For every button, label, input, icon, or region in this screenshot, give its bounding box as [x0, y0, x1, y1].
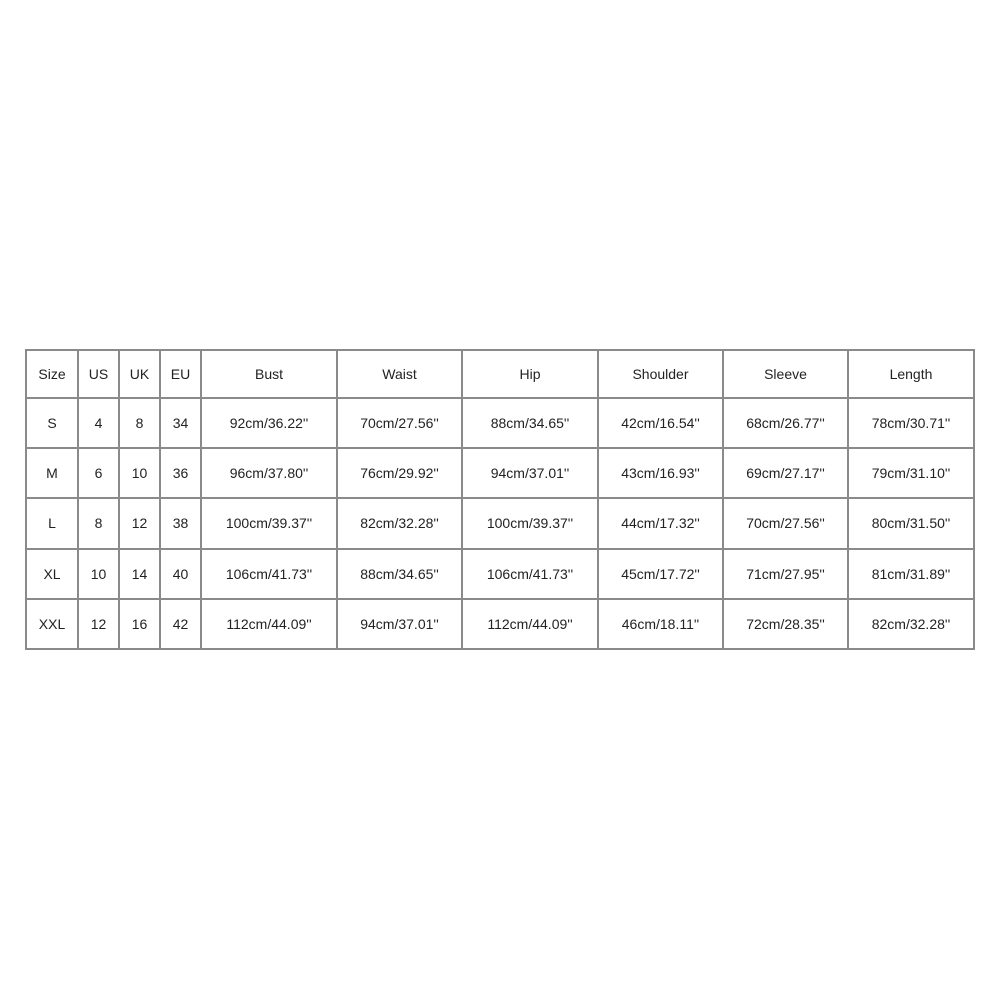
cell-sleeve: 72cm/28.35'': [724, 600, 849, 650]
cell-waist: 82cm/32.28'': [338, 499, 463, 549]
table-row: [27, 499, 975, 549]
cell-shoulder: 43cm/16.93'': [599, 449, 724, 499]
cell-size: L: [27, 499, 79, 549]
table-row: [27, 600, 975, 650]
header-size: Size: [27, 351, 79, 399]
cell-sleeve: 69cm/27.17'': [724, 449, 849, 499]
cell-eu: 40: [161, 550, 202, 600]
cell-us: 8: [79, 499, 120, 549]
cell-waist: 88cm/34.65'': [338, 550, 463, 600]
cell-eu: 36: [161, 449, 202, 499]
table-row: [27, 550, 975, 600]
cell-size: XXL: [27, 600, 79, 650]
header-shoulder: Shoulder: [599, 351, 724, 399]
cell-bust: 92cm/36.22'': [202, 399, 338, 449]
cell-uk: 16: [120, 600, 161, 650]
cell-shoulder: 44cm/17.32'': [599, 499, 724, 549]
cell-bust: 96cm/37.80'': [202, 449, 338, 499]
header-hip: Hip: [463, 351, 599, 399]
cell-length: 81cm/31.89'': [849, 550, 975, 600]
cell-us: 4: [79, 399, 120, 449]
cell-uk: 14: [120, 550, 161, 600]
cell-hip: 112cm/44.09'': [463, 600, 599, 650]
header-uk: UK: [120, 351, 161, 399]
cell-us: 10: [79, 550, 120, 600]
cell-length: 82cm/32.28'': [849, 600, 975, 650]
cell-length: 80cm/31.50'': [849, 499, 975, 549]
header-eu: EU: [161, 351, 202, 399]
cell-eu: 42: [161, 600, 202, 650]
header-sleeve: Sleeve: [724, 351, 849, 399]
cell-sleeve: 68cm/26.77'': [724, 399, 849, 449]
cell-hip: 88cm/34.65'': [463, 399, 599, 449]
cell-bust: 106cm/41.73'': [202, 550, 338, 600]
cell-length: 79cm/31.10'': [849, 449, 975, 499]
cell-waist: 94cm/37.01'': [338, 600, 463, 650]
header-length: Length: [849, 351, 975, 399]
size-chart-table: [25, 349, 975, 650]
header-row: [27, 351, 975, 399]
cell-eu: 38: [161, 499, 202, 549]
cell-hip: 100cm/39.37'': [463, 499, 599, 549]
cell-size: M: [27, 449, 79, 499]
cell-size: S: [27, 399, 79, 449]
cell-hip: 106cm/41.73'': [463, 550, 599, 600]
cell-bust: 100cm/39.37'': [202, 499, 338, 549]
header-bust: Bust: [202, 351, 338, 399]
cell-sleeve: 71cm/27.95'': [724, 550, 849, 600]
cell-bust: 112cm/44.09'': [202, 600, 338, 650]
cell-uk: 8: [120, 399, 161, 449]
cell-shoulder: 42cm/16.54'': [599, 399, 724, 449]
cell-us: 12: [79, 600, 120, 650]
cell-length: 78cm/30.71'': [849, 399, 975, 449]
cell-shoulder: 46cm/18.11'': [599, 600, 724, 650]
cell-waist: 70cm/27.56'': [338, 399, 463, 449]
cell-us: 6: [79, 449, 120, 499]
cell-waist: 76cm/29.92'': [338, 449, 463, 499]
cell-hip: 94cm/37.01'': [463, 449, 599, 499]
cell-size: XL: [27, 550, 79, 600]
cell-sleeve: 70cm/27.56'': [724, 499, 849, 549]
header-waist: Waist: [338, 351, 463, 399]
cell-shoulder: 45cm/17.72'': [599, 550, 724, 600]
table-row: [27, 449, 975, 499]
header-us: US: [79, 351, 120, 399]
cell-uk: 12: [120, 499, 161, 549]
cell-eu: 34: [161, 399, 202, 449]
table-row: [27, 399, 975, 449]
cell-uk: 10: [120, 449, 161, 499]
